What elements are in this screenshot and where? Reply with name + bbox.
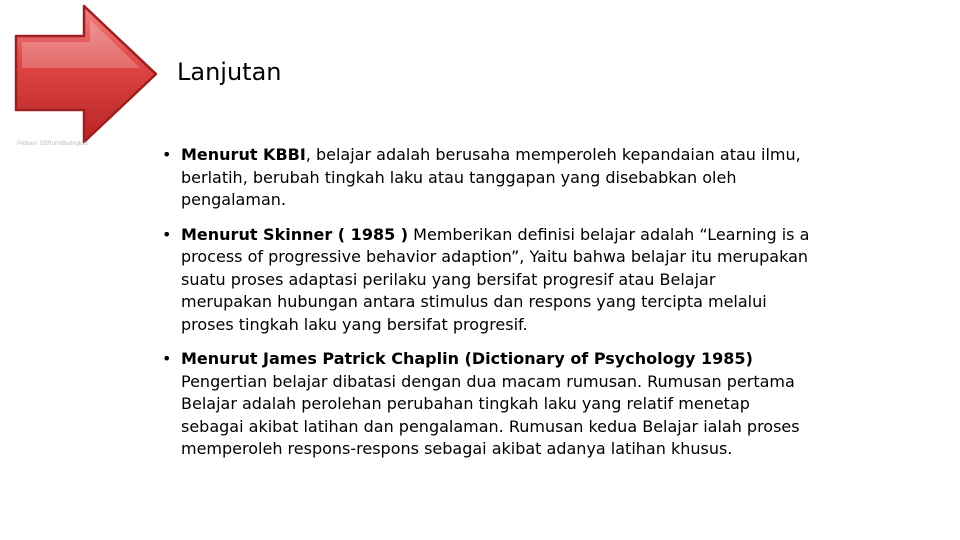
bullet-list bbox=[160, 144, 810, 473]
bullet-text: Memberikan definisi belajar adalah “Learning is a process of progressive behavior adaption”, Yaitu bahwa belajar itu merupakan suatu proses adaptasi perilaku yang bersifat progresif atau Belajar merupakan hubungan antara stimulus dan respons yang tercipta melalui proses tingkah laku yang bersifat progresif. bbox=[181, 224, 810, 334]
watermark-text: Pelbaer SBRuhnBudngkus bbox=[17, 141, 89, 147]
bullet-lead: Menurut KBBI bbox=[181, 145, 306, 164]
bullet-dot: • bbox=[162, 224, 172, 244]
bullet-dot: • bbox=[162, 145, 172, 164]
slide-title: Lanjutan bbox=[177, 58, 282, 86]
bullet-text: Pengertian belajar dibatasi dengan dua macam rumusan. Rumusan pertama Belajar adalah perolehan perubahan tingkah laku yang relatif menetap sebagai akibat latihan dan pengalaman. Rumusan kedua Belajar ialah proses memperoleh respons-respons sebagai akibat adanya latihan khusus. bbox=[181, 371, 800, 458]
bullet-item-kbbi bbox=[160, 144, 810, 212]
bullet-lead: Menurut Skinner ( 1985 ) bbox=[181, 224, 409, 244]
bullet-text: , belajar adalah berusaha memperoleh kepandaian atau ilmu, berlatih, berubah tingkah laku atau tanggapan yang disebabkan oleh pengalaman. bbox=[181, 145, 801, 209]
bullet-dot: • bbox=[162, 349, 172, 368]
bullet-lead: Menurut James Patrick Chaplin (Dictionary of Psychology 1985) bbox=[181, 349, 753, 368]
bullet-item-chaplin bbox=[160, 348, 810, 461]
bullet-item-skinner bbox=[160, 224, 810, 337]
red-arrow-icon bbox=[10, 2, 160, 144]
